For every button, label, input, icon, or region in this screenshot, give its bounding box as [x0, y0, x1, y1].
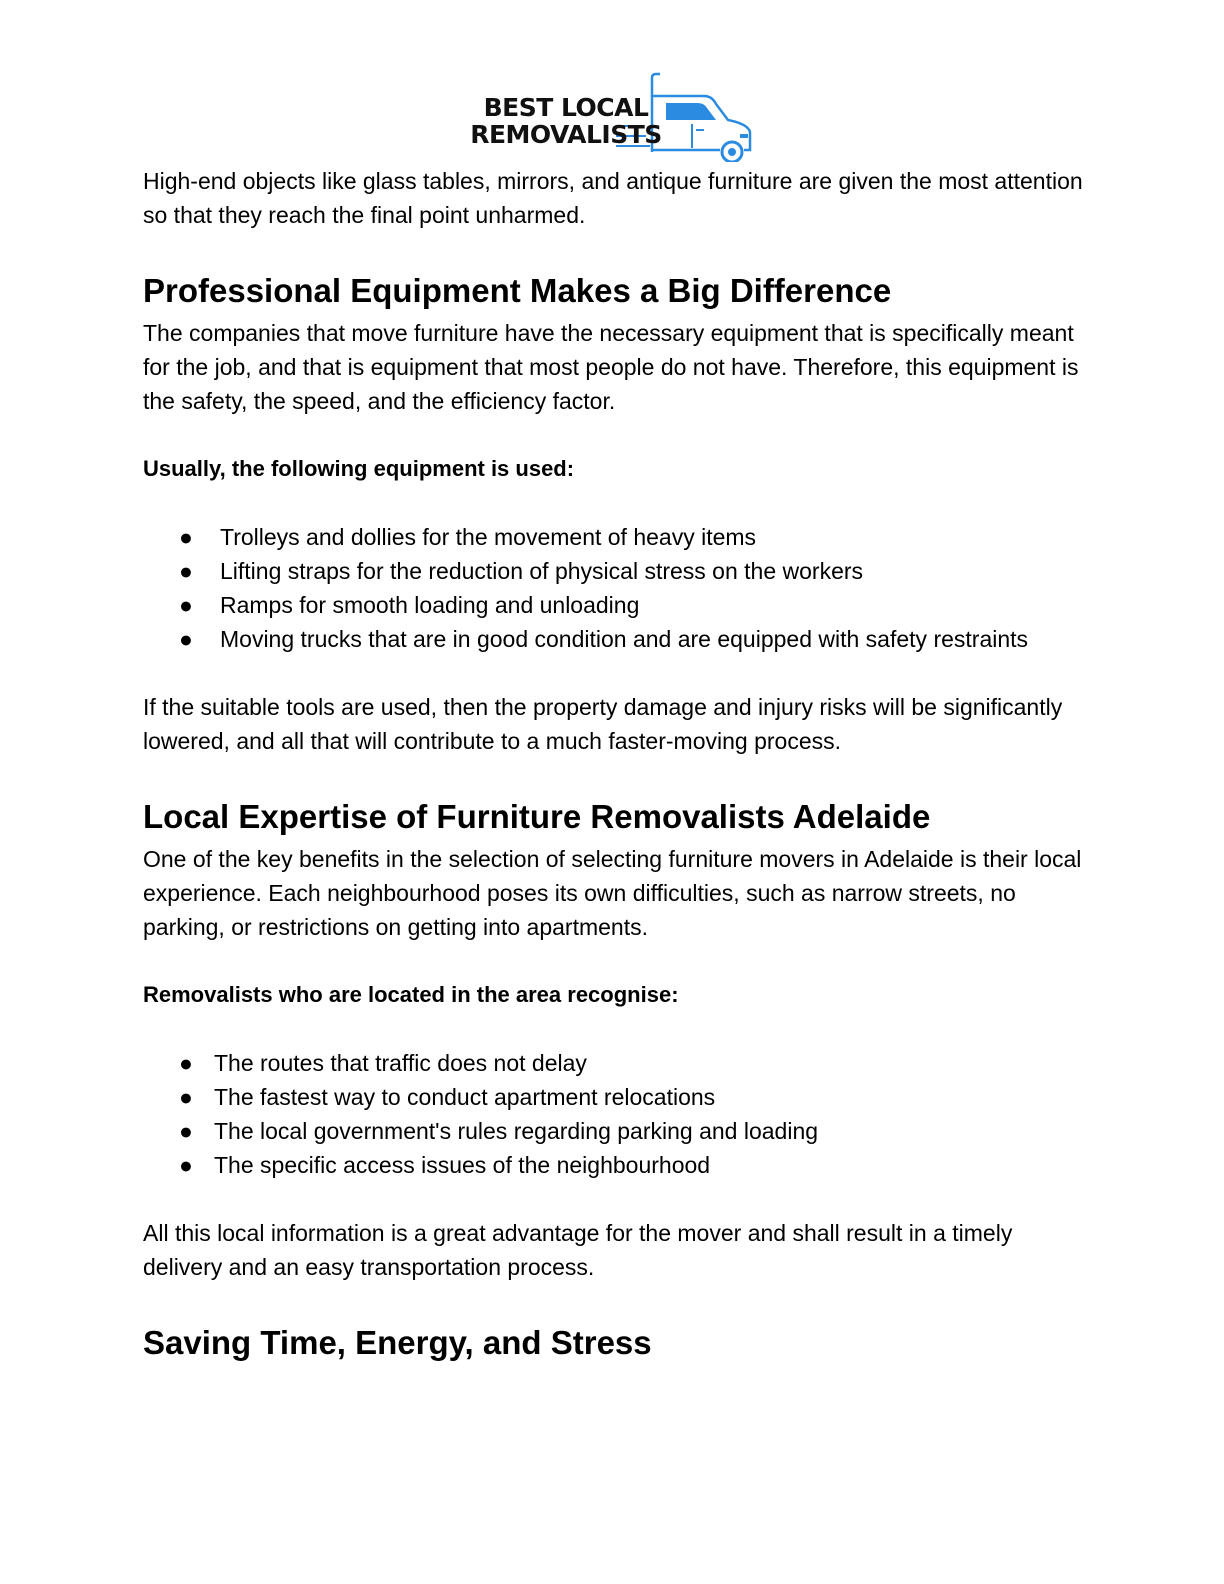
company-logo	[466, 70, 756, 162]
equipment-paragraph: The companies that move furniture have the necessary equipment that is specifically meant for the job, and that is equipment that most people do not have. Therefore, this equipment is the safety, the speed, and the efficiency factor.	[143, 320, 1079, 414]
bullet-icon: ●	[179, 592, 193, 618]
document-body	[143, 164, 1083, 1363]
equipment-subheading: Usually, the following equipment is used:	[143, 456, 575, 481]
list-item: ● Ramps for smooth loading and unloading	[143, 588, 1083, 622]
list-item: ● Trolleys and dollies for the movement of heavy items	[143, 520, 1083, 554]
bullet-icon: ●	[179, 1118, 193, 1144]
logo-line-1: BEST LOCAL	[483, 93, 649, 122]
list-item: ● Moving trucks that are in good condition and are equipped with safety restraints	[143, 622, 1083, 656]
intro-paragraph: High-end objects like glass tables, mirrors, and antique furniture are given the most attention so that they reach the final point unharmed.	[143, 168, 1083, 228]
logo-line-2: REMOVALISTS	[470, 120, 662, 149]
section-heading-local-expertise: Local Expertise of Furniture Removalists Adelaide	[143, 798, 931, 835]
bullet-icon: ●	[179, 1050, 193, 1076]
list-item: ● The local government's rules regarding parking and loading	[143, 1114, 1083, 1148]
bullet-icon: ●	[179, 626, 193, 652]
equipment-list	[143, 520, 1083, 656]
list-item: ● Lifting straps for the reduction of physical stress on the workers	[143, 554, 1083, 588]
local-expertise-subheading: Removalists who are located in the area recognise:	[143, 982, 679, 1007]
bullet-icon: ●	[179, 1152, 193, 1178]
local-expertise-closing-paragraph: All this local information is a great advantage for the mover and shall result in a timely delivery and an easy transportation process.	[143, 1220, 1013, 1280]
section-heading-equipment: Professional Equipment Makes a Big Difference	[143, 272, 892, 309]
local-expertise-paragraph: One of the key benefits in the selection of selecting furniture movers in Adelaide is their local experience. Each neighbourhood poses its own difficulties, such as narrow streets, no parking, or restrictions on getting into apartments.	[143, 846, 1082, 940]
list-item: ● The routes that traffic does not delay	[143, 1046, 1083, 1080]
logo-wordmark	[466, 94, 666, 148]
section-heading-saving-time: Saving Time, Energy, and Stress	[143, 1324, 652, 1361]
local-expertise-list	[143, 1046, 1083, 1182]
equipment-closing-paragraph: If the suitable tools are used, then the property damage and injury risks will be significantly lowered, and all that will contribute to a much faster-moving process.	[143, 694, 1063, 754]
bullet-icon: ●	[179, 524, 193, 550]
list-item: ● The specific access issues of the neighbourhood	[143, 1148, 1083, 1182]
list-item: ● The fastest way to conduct apartment relocations	[143, 1080, 1083, 1114]
bullet-icon: ●	[179, 558, 193, 584]
bullet-icon: ●	[179, 1084, 193, 1110]
